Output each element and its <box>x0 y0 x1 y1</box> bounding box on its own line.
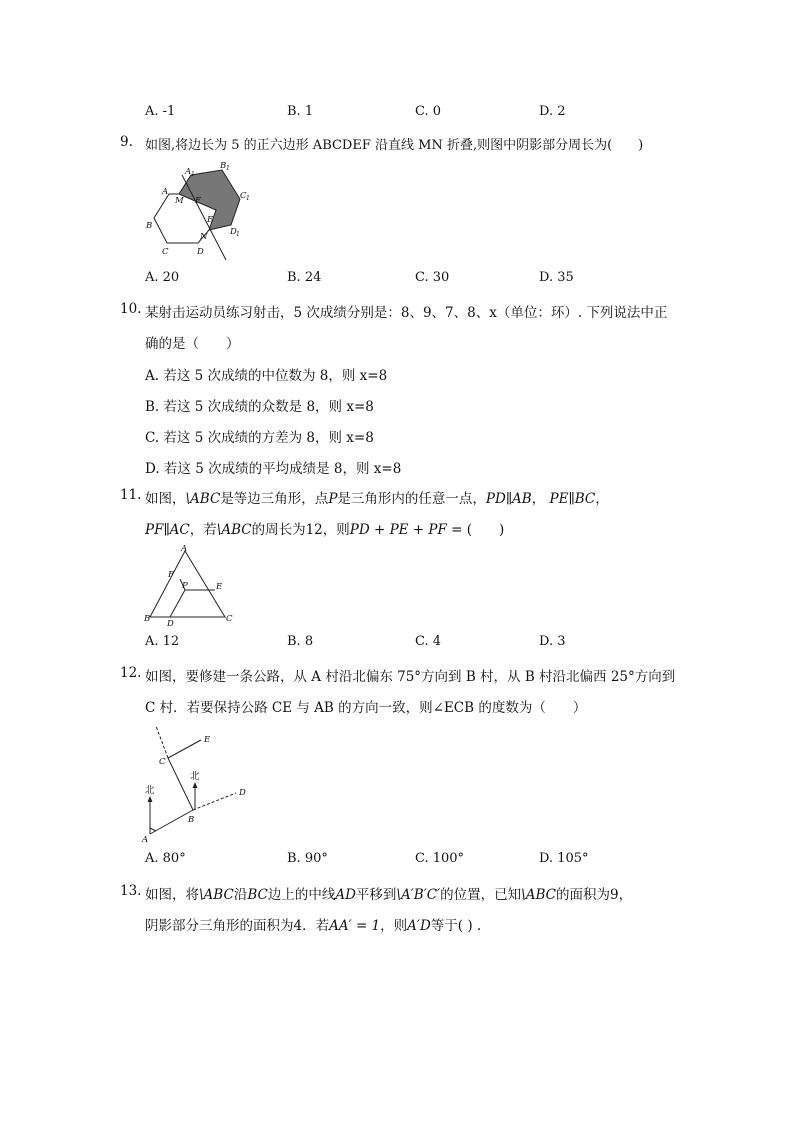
q8-option-b: B. 1 <box>287 104 314 119</box>
q11-text: 的周长为 <box>251 522 306 538</box>
q12-option-b: B. 90° <box>287 851 328 866</box>
q8-option-d: D. 2 <box>539 104 566 119</box>
q9-label-c1: C <box>240 191 247 201</box>
q12-angle-mark <box>150 828 156 831</box>
q9-label-d1: D <box>230 227 237 237</box>
q9-number: 9. <box>120 134 133 150</box>
q12-stem-line1: 如图，要修建一条公路，从 A 村沿北偏东 75°方向到 B 村，从 B 村沿北偏西 25°方向到 <box>145 669 676 685</box>
q12-number: 12. <box>120 665 142 681</box>
q9-label-e: E <box>207 215 214 225</box>
q13-number: 13. <box>120 883 142 899</box>
q13-text: 等于( ) . <box>430 918 482 934</box>
q11-segment-pd <box>170 590 185 617</box>
q11-text: 是三角形内的任意一点， <box>337 491 486 507</box>
q11-label-c: C <box>226 614 233 624</box>
q13-text: ， <box>618 887 633 903</box>
q11-option-d: D. 3 <box>539 634 566 649</box>
q9-stem: 如图,将边长为 5 的正六边形 ABCDEF 沿直线 MN 折叠,则图中阴影部分周长为( ) <box>145 138 644 153</box>
q12-option-a: A. 80° <box>145 851 186 866</box>
q12-dashed-extension <box>156 726 168 758</box>
q12-option-c: C. 100° <box>415 851 465 866</box>
q10-option-c: C. 若这 5 次成绩的方差为 8，则 x=8 <box>145 430 374 446</box>
q13-text: 如图，将 <box>145 887 199 903</box>
q11-label-e: E <box>216 582 223 592</box>
q11-math-p: P <box>328 491 338 507</box>
q10-number: 10. <box>120 301 142 317</box>
q9-label-d: D <box>197 247 204 257</box>
q8-option-c: C. 0 <box>415 104 442 119</box>
q13-stem-line1 <box>145 883 632 903</box>
q13-text: 的位置，已知 <box>440 887 522 903</box>
q11-stem-line1 <box>145 487 609 507</box>
q13-math-ad: AD <box>335 887 356 903</box>
q12-figure <box>138 720 258 845</box>
q13-text: 沿 <box>233 887 248 903</box>
q11-math-pd: PD∥AB <box>485 491 532 507</box>
q11-math-triangle: \ABC <box>216 522 252 538</box>
q9-label-n: N <box>200 232 208 242</box>
q11-option-b: B. 8 <box>287 634 314 649</box>
q13-math-triangle: \ABC <box>199 887 234 903</box>
q12-dashed-bd <box>193 793 236 810</box>
q9-label-a: A <box>162 187 169 197</box>
q12-stem-line2: C 村．若要保持公路 CE 与 AB 的方向一致，则∠ECB 的度数为（ ） <box>145 700 587 716</box>
q13-math-ad-prime: A′D <box>407 918 431 934</box>
q13-math-bc: BC <box>247 887 268 903</box>
q12-line-ab <box>150 810 193 834</box>
q13-text: 的面积为 <box>555 887 610 903</box>
q11-math-pe: PE∥BC <box>549 491 596 507</box>
q9-option-d: D. 35 <box>539 270 574 285</box>
q13-text: 边上的中线 <box>267 887 336 903</box>
q9-label-f: F <box>195 196 201 206</box>
q11-text: 如图， <box>145 491 186 507</box>
q12-label-b: B <box>188 815 195 825</box>
q11-stem-line2 <box>145 518 504 538</box>
q13-stem-line2 <box>145 914 481 934</box>
q9-option-b: B. 24 <box>287 270 322 285</box>
q9-label-d1-sub: 1 <box>236 231 240 238</box>
q9-label-m: M <box>175 196 184 206</box>
q11-figure <box>140 543 240 628</box>
q13-text: ，则 <box>380 918 408 934</box>
q12-label-e: E <box>204 735 211 745</box>
q11-text: 是等边三角形，点 <box>220 491 329 507</box>
q11-option-c: C. 4 <box>415 634 442 649</box>
q11-math-pf: PF∥AC <box>145 522 190 538</box>
q12-label-c: C <box>159 757 166 767</box>
q9-label-b1-sub: 1 <box>226 165 230 172</box>
q12-line-ce <box>168 740 201 758</box>
q11-text: ， <box>595 491 609 507</box>
q11-text: ，则 <box>322 522 350 538</box>
q11-label-d: D <box>167 619 174 629</box>
q13-math-triangle-prime: \A′B′C′ <box>396 887 441 903</box>
q11-label-b: B <box>144 614 151 624</box>
q9-figure <box>140 160 260 265</box>
q8-option-a: A. -1 <box>145 104 176 119</box>
q13-math-triangle: \ABC <box>521 887 556 903</box>
q11-option-a: A. 12 <box>145 634 180 649</box>
q12-label-north-a: 北 <box>145 785 155 796</box>
q10-stem-line1: 某射击运动员练习射击，5 次成绩分别是：8、9、7、8、x（单位：环）. 下列说法中正 <box>145 305 668 321</box>
q9-option-c: C. 30 <box>415 270 450 285</box>
q11-text: ，若 <box>189 522 217 538</box>
q12-label-d: D <box>239 788 246 798</box>
q12-option-d: D. 105° <box>539 851 589 866</box>
q9-label-c1-sub: 1 <box>246 195 250 202</box>
q10-option-a: A. 若这 5 次成绩的中位数为 8，则 x=8 <box>145 368 388 384</box>
q13-math-aa: AA′ = 1 <box>329 918 381 934</box>
q11-label-f: F <box>168 570 174 580</box>
q12-line-cb <box>168 758 193 810</box>
q12-label-north-b: 北 <box>190 771 200 782</box>
q10-stem-line2: 确的是（ ） <box>145 336 240 352</box>
q13-text: 平移到 <box>355 887 397 903</box>
q13-text: ．若 <box>302 918 330 934</box>
q13-number-9: 9 <box>609 887 619 903</box>
q10-option-b: B. 若这 5 次成绩的众数是 8，则 x=8 <box>145 399 374 415</box>
q11-math-triangle: \ABC <box>185 491 221 507</box>
q11-label-p: P <box>182 581 188 591</box>
q11-text: ( ) <box>466 522 505 538</box>
q11-text: ， <box>531 491 546 507</box>
q11-math-sum: PD + PE + PF = <box>349 522 463 538</box>
q13-number-4: 4 <box>293 918 303 934</box>
q9-label-c: C <box>162 247 169 257</box>
q13-text: 阴影部分三角形的面积为 <box>145 918 294 934</box>
q9-label-b: B <box>146 221 153 231</box>
q11-label-a: A <box>181 544 188 554</box>
q9-label-b1: B <box>220 161 227 171</box>
q10-option-d: D. 若这 5 次成绩的平均成绩是 8，则 x=8 <box>145 461 402 477</box>
q11-number-12: 12 <box>305 522 323 538</box>
q9-label-a1-sub: 1 <box>191 171 195 178</box>
q9-label-a1: A <box>185 167 192 177</box>
q12-label-a: A <box>142 835 149 845</box>
q9-option-a: A. 20 <box>145 270 180 285</box>
q11-number: 11. <box>120 487 142 503</box>
